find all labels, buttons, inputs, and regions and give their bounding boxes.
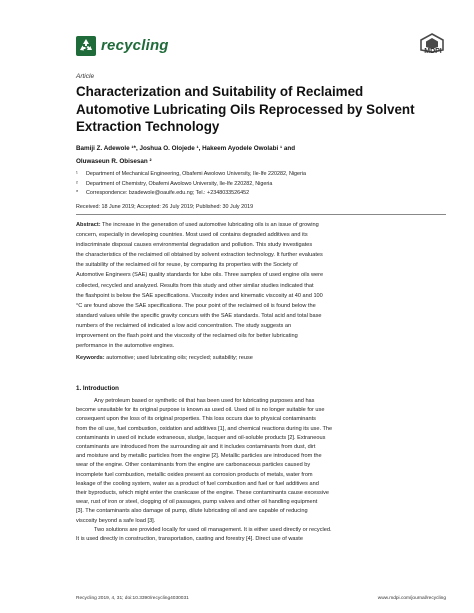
body-line: wear of the engine. Other contaminants from the engine are carbonaceous particles caused by — [76, 462, 311, 469]
section-heading: 1. Introduction — [76, 385, 119, 392]
abstract-line: °C are found above the SAE specifications. The pour point of the reclaimed oil is found below the — [76, 302, 316, 309]
abstract-line: standard values while the specific gravity concurs with the SAE standards. Total acid and total base — [76, 312, 322, 319]
footer-citation: Recycling 2019, 4, 31; doi:10.3390/recycling4030031 — [76, 596, 189, 601]
affiliation-row — [76, 170, 446, 180]
body-line: become unsuitable for its original purpose is known as used oil. Used oil is no longer suitable for use — [76, 407, 325, 414]
body-line: It is used directly in construction, transportation, casting and forestry [4]. Direct use of waste — [76, 536, 303, 543]
body-line: leakage of the cooling system, water as a product of fuel combustion and fuel or fuel additives and — [76, 480, 319, 487]
correspondence-row — [76, 189, 446, 199]
affiliation-row — [76, 180, 446, 190]
publication-dates: Received: 18 June 2019; Accepted: 26 July 2019; Published: 30 July 2019 — [76, 204, 254, 210]
keywords-line — [76, 355, 253, 361]
body-line: from the oil use, fuel combustion, oxidation and additives [1], and chemical reactions during its use. The — [76, 425, 333, 432]
abstract-line: performance in the automotive engines. — [76, 343, 175, 350]
affiliation-text: Department of Mechanical Engineering, Obafemi Awolowo University, Ile-Ife 220282, Nigeria — [86, 171, 307, 177]
article-title — [76, 83, 436, 136]
keywords-label: Keywords: — [76, 355, 105, 361]
abstract-line: Automotive Engineers (SAE) quality standards for lube oils. Three samples of used engine oils were — [76, 272, 324, 279]
body-line: their byproducts, which might enter the crankcase of the engine. These contaminants cause excessive — [76, 490, 329, 497]
body-line: contaminants are introduced from the surrounding air and it includes contaminants from dust, dirt — [76, 444, 316, 451]
article-type: Article — [76, 73, 95, 80]
correspondence-text: Correspondence: bzadewole@oauife.edu.ng; Tel.: +2348033526452 — [86, 190, 250, 196]
keywords-text: automotive; used lubricating oils; recycled; suitability; reuse — [104, 355, 253, 361]
affiliation-text: Department of Chemistry, Obafemi Awolowo University, Ile-Ife 220282, Nigeria — [86, 180, 273, 187]
title-line: Characterization and Suitability of Reclaimed — [76, 84, 364, 99]
body-line: contaminants in used oil include extraneous, sludge, lacquer and oil-soluble products [2]. Extraneous — [76, 434, 326, 441]
body-line: Two solutions are provided locally for used oil management. It is either used directly or recycled. — [94, 526, 332, 533]
authors-line: Bamiji Z. Adewole ¹*, Joshua O. Olojede ¹, Hakeem Ayodele Owolabi ¹ and — [76, 145, 296, 152]
body-line: incomplete fuel combustion, metallic oxides present as corrosion products of metals, water from — [76, 471, 313, 478]
abstract-line: numbers of the reclaimed oil indicated a low acid concentration. The study suggests an — [76, 322, 292, 329]
footer-url: www.mdpi.com/journal/recycling — [377, 596, 446, 601]
abstract-label: Abstract: — [76, 222, 101, 228]
affiliations — [76, 170, 446, 199]
body-line: and moisture and by metallic particles from the engine [2]. Metallic particles are introduced from the — [76, 453, 322, 460]
mdpi-label: MDPI — [424, 48, 442, 55]
affiliation-mark: ¹ — [76, 171, 78, 177]
recycling-logo-icon — [76, 36, 96, 56]
correspondence-mark: * — [76, 190, 79, 196]
abstract-line — [76, 220, 446, 230]
body-line: Any petroleum based or synthetic oil that has been used for lubricating purposes and has — [94, 398, 315, 404]
body-line: consequent upon the loss of its original properties. This loss occurs due to physical contaminants — [76, 416, 316, 423]
author-list — [76, 142, 446, 168]
title-line: Extraction Technology — [76, 119, 220, 134]
abstract-line: collected, recycled and analyzed. Results from this study and other similar studies indicated that — [76, 282, 314, 289]
abstract-line: concern, especially in developing countries. Most used oil contains degraded additives and its — [76, 232, 308, 239]
divider — [76, 214, 446, 215]
abstract-line: improvement on the flash point and the viscosity of the reclaimed oils for better lubricating — [76, 333, 298, 340]
abstract-line: the flashpoint is below the SAE specifications. Viscosity index and kinematic viscosity at 40 and 100 — [76, 292, 323, 299]
title-line: Automotive Lubricating Oils Reprocessed by Solvent — [76, 101, 415, 117]
abstract-line: indiscriminate disposal causes environmental degradation and pollution. This study investigates — [76, 242, 313, 249]
body-line: [3]. The contaminants also damage oil pump, dilute lubricating oil and are capable of reducing — [76, 508, 308, 515]
body-line: viscosity beyond a safe load [3]. — [76, 517, 156, 524]
abstract-text: The increase in the generation of used automotive lubricating oils is an issue of growing — [100, 222, 319, 228]
introduction-body — [76, 397, 446, 544]
authors-line: Oluwaseun R. Obisesan ² — [76, 158, 152, 165]
abstract-line: the characteristics of the reclaimed oil obtained by solvent extraction technology. It further evaluates — [76, 252, 323, 259]
abstract — [76, 220, 446, 351]
affiliation-mark: ² — [76, 180, 78, 187]
abstract-line: the suitability of the reclaimed oil for reuse, by comparing its properties with the Society of — [76, 262, 298, 269]
page-footer — [76, 596, 446, 601]
body-line: wear, rust of iron or steel, clogging of oil passages, pump valves and other oil handling equipment — [76, 499, 318, 506]
journal-name: recycling — [101, 37, 169, 54]
